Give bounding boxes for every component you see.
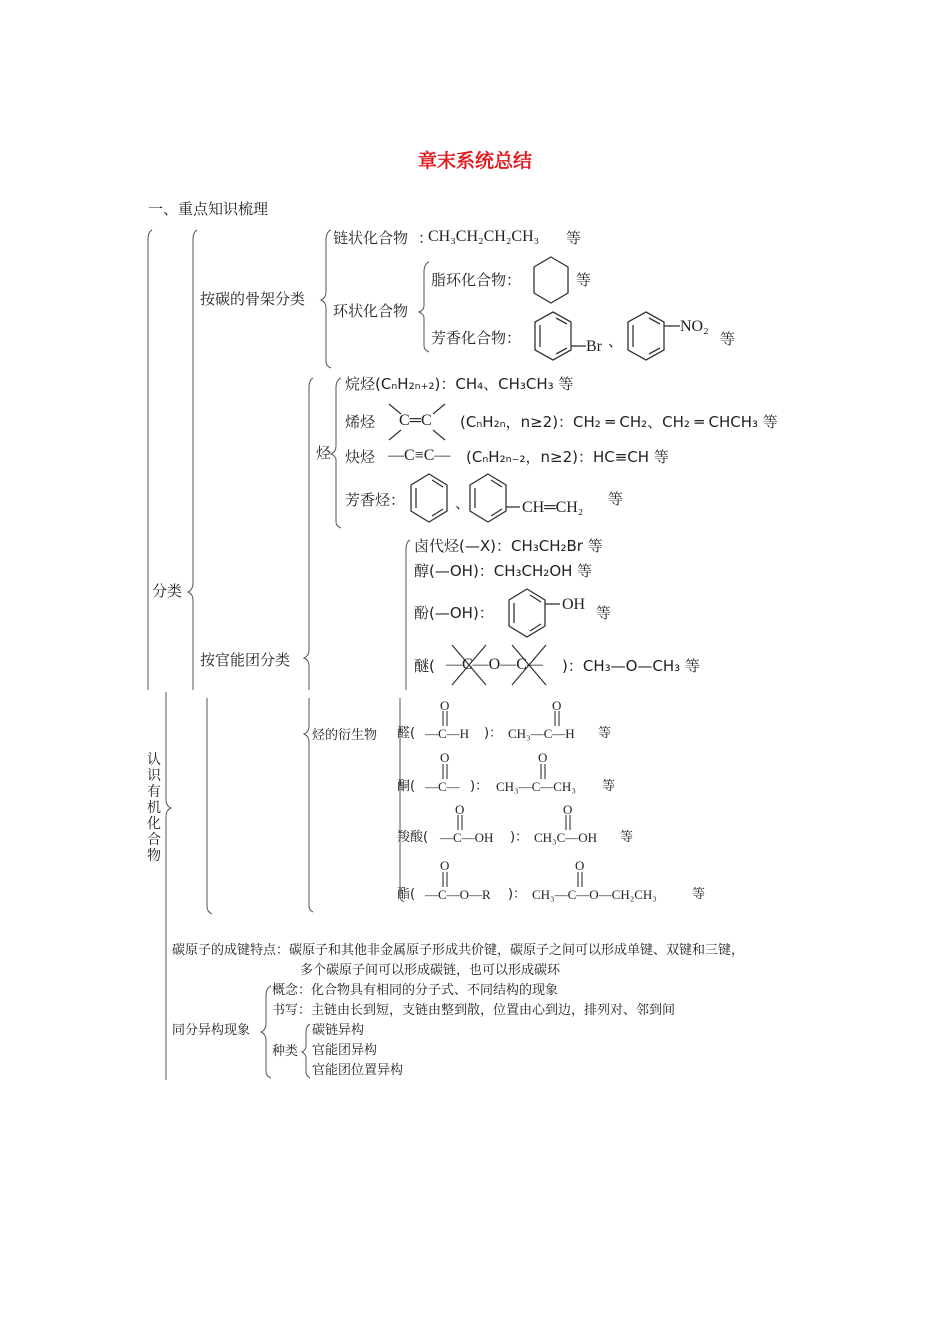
styrene-ring xyxy=(470,474,520,522)
alkene-formula: (CₙH₂ₙ，n≥2)：CH₂ ═ CH₂、CH₂ ═ CHCH₃ 等 xyxy=(460,413,778,431)
hydrocarbon-label: 烃 xyxy=(316,444,332,462)
function-brace xyxy=(304,378,313,690)
skeleton-brace xyxy=(321,230,331,368)
alicyclic-label: 脂环化合物： xyxy=(431,271,522,289)
isomer-writing: 书写：主链由长到短，支链由整到散，位置由心到边，排列对、邻到间 xyxy=(272,1003,676,1018)
benzene-ring xyxy=(411,474,447,522)
alkyne-label: 炔烃 xyxy=(345,448,376,466)
halide-line: 卤代烃(—X)：CH₃CH₂Br 等 xyxy=(414,537,603,555)
isomer-kind-2: 官能团异构 xyxy=(312,1043,378,1058)
alkane-line: 烷烃(CₙH₂ₙ₊₂)：CH₄、CH₃CH₃ 等 xyxy=(345,375,574,393)
ketone-label: 酮( xyxy=(397,779,416,794)
isomer-kind-3: 官能团位置异构 xyxy=(312,1063,404,1078)
ester-example: CH₃—C—O—CH₂CH₃ xyxy=(532,887,657,902)
aldehyde-example: CH₃—C—H xyxy=(508,726,575,741)
chain-etc: 等 xyxy=(566,229,582,247)
kinds-brace xyxy=(302,1024,310,1078)
alcohol-line: 醇(—OH)：CH₃CH₂OH 等 xyxy=(414,562,593,580)
section-heading: 一、重点知识梳理 xyxy=(148,200,269,218)
bromobenzene-ring xyxy=(535,312,586,360)
classify-label: 分类 xyxy=(152,582,183,600)
recognize-label: 认 识 有 机 化 合 物 xyxy=(147,752,161,864)
isomer-brace xyxy=(261,986,271,1078)
ester-label: 酯( xyxy=(397,887,416,902)
ether-group: —C—O—C— xyxy=(446,656,543,673)
derivative-brace-top xyxy=(406,540,410,690)
no2-label: NO₂ xyxy=(680,318,709,335)
page-title: 章末系统总结 xyxy=(417,150,532,172)
nitrobenzene-ring xyxy=(628,312,680,360)
recognize-brace xyxy=(166,800,171,1080)
ring-brace xyxy=(419,262,429,352)
acid-group: —C—OH xyxy=(440,830,494,845)
phenol-ring xyxy=(509,589,560,637)
alicyclic-etc: 等 xyxy=(576,271,592,289)
ketone-group: —C— xyxy=(425,779,460,794)
aldehyde-group: —C—H xyxy=(425,726,470,741)
aromatic-hydrocarbon-etc: 等 xyxy=(608,490,624,508)
chain-formula: CH₃CH₂CH₂CH₃ xyxy=(428,228,540,245)
acid-label: 羧酸( xyxy=(397,830,429,845)
aldehyde-label: 醛( xyxy=(397,726,416,741)
alkyne-group: —C≡C— xyxy=(388,447,451,464)
outer-bracket-line xyxy=(148,230,152,690)
chain-label: 链状化合物 xyxy=(333,229,409,247)
ester-group: —C—O—R xyxy=(425,887,491,902)
br-label: Br xyxy=(586,338,602,355)
cyclohexane-ring xyxy=(534,257,568,303)
acid-example: CH₃C—OH xyxy=(534,830,598,845)
aromatic-compound-label: 芳香化合物： xyxy=(431,329,522,347)
ether-label: 醚( xyxy=(414,657,435,675)
hydrocarbon-brace xyxy=(331,378,341,528)
ether-rest: )：CH₃—O—CH₃ 等 xyxy=(562,657,700,675)
bonding-line1: 碳原子的成键特点：碳原子和其他非金属原子形成共价键，碳原子之间可以形成单键、双键和三键， xyxy=(172,943,745,958)
derivative-label: 烃的衍生物 xyxy=(312,728,378,743)
isomerism-label: 同分异构现象 xyxy=(172,1023,251,1038)
classify-brace xyxy=(188,230,197,690)
skeleton-label: 按碳的骨架分类 xyxy=(200,290,306,308)
phenol-label: 酚(—OH)： xyxy=(414,604,494,622)
isomer-kinds: 种类 xyxy=(272,1044,299,1059)
vinyl-label: CH═CH₂ xyxy=(522,499,584,516)
ring-label: 环状化合物 xyxy=(333,302,409,320)
isomer-concept: 概念：化合物具有相同的分子式、不同结构的现象 xyxy=(272,983,559,998)
isomer-kind-1: 碳链异构 xyxy=(312,1023,365,1038)
phenol-etc: 等 xyxy=(596,604,612,622)
bonding-line2: 多个碳原子间可以形成碳链，也可以形成碳环 xyxy=(300,963,561,978)
aromatic-compound-etc: 等 xyxy=(720,330,736,348)
ketone-example: CH₃—C—CH₃ xyxy=(496,779,576,794)
aromatic-hydrocarbon-label: 芳香烃： xyxy=(345,491,406,509)
alkene-group: C═C xyxy=(399,412,432,429)
alkene-label: 烯烃 xyxy=(345,413,376,431)
phenol-oh: OH xyxy=(562,596,586,613)
alkyne-formula: (CₙH₂ₙ₋₂，n≥2)：HC≡CH 等 xyxy=(466,448,669,466)
function-label: 按官能团分类 xyxy=(200,651,291,669)
